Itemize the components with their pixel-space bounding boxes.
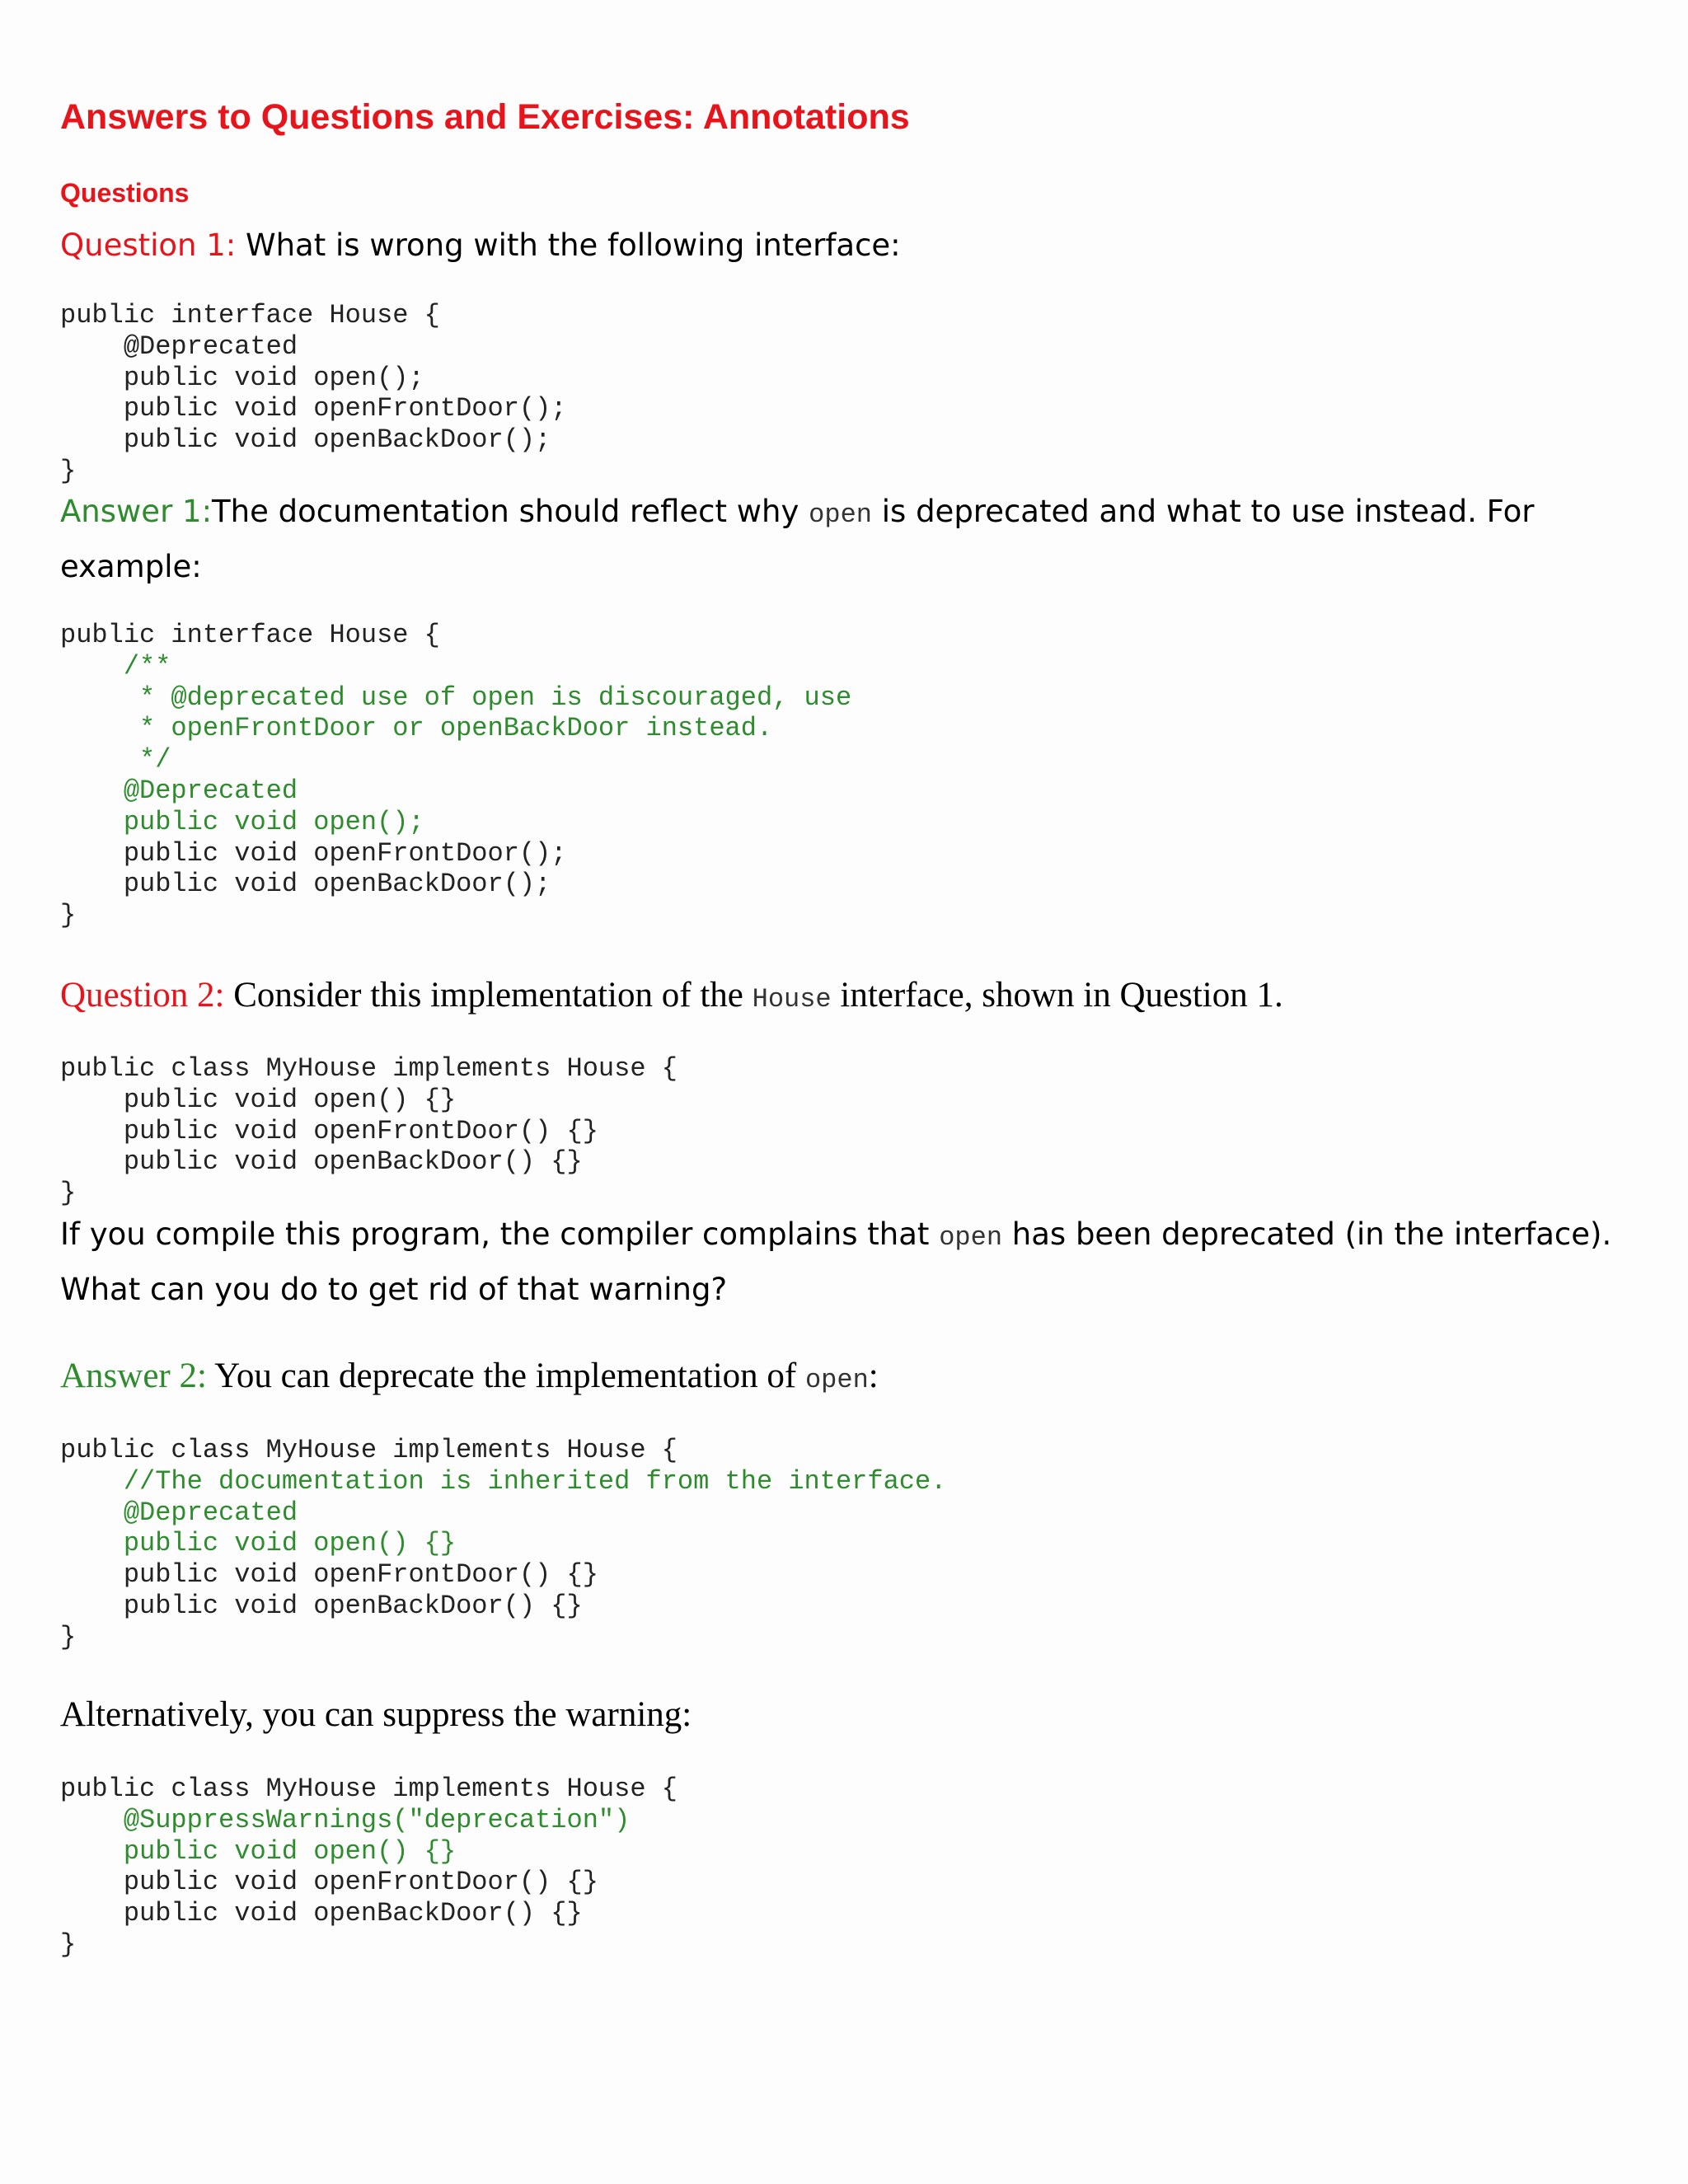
question-2 (60, 971, 1283, 1024)
answer-2-text: You can deprecate the implementation of (206, 1357, 805, 1395)
code-line: public void openFrontDoor() {} (60, 1559, 598, 1591)
question-2-text-after: interface, shown in Question 1. (831, 976, 1283, 1015)
section-heading: Questions (60, 178, 190, 208)
code-line: public void openBackDoor(); (60, 424, 551, 456)
code-line: public void open() {} (60, 1084, 457, 1115)
code-line: public void openFrontDoor() {} (60, 1867, 598, 1898)
alternative-text-content: Alternatively, you can suppress the warning: (60, 1695, 692, 1734)
code-line: public class MyHouse implements House { (60, 1053, 678, 1084)
alternative-text (60, 1690, 692, 1740)
code-line: public void openFrontDoor(); (60, 393, 567, 424)
answer-1-label: Answer 1: (60, 494, 213, 529)
code-line-highlighted: * @deprecated use of open is discouraged, use (60, 682, 852, 713)
code-line: public void openBackDoor() {} (60, 1146, 583, 1178)
code-block-q2 (60, 1053, 678, 1209)
code-line: public interface House { (60, 620, 440, 650)
code-line: public void openBackDoor() {} (60, 1590, 583, 1621)
code-block-alt (60, 1774, 678, 1961)
answer-1 (60, 485, 1626, 593)
answer-2-inline-code: open (804, 1365, 869, 1395)
code-line-highlighted: //The documentation is inherited from the interface. (60, 1465, 947, 1497)
code-line: public void openFrontDoor(); (60, 837, 567, 869)
answer-1-inline-code: open (809, 499, 872, 530)
question-1-text: What is wrong with the following interface: (236, 227, 901, 263)
page-title: Answers to Questions and Exercises: Annotations (60, 97, 910, 137)
question-2-text-before: Consider this implementation of the (224, 976, 753, 1015)
question-2-follow-before: If you compile this program, the compiler complains that (60, 1216, 940, 1252)
code-line: public class MyHouse implements House { (60, 1774, 678, 1804)
code-line: public void openFrontDoor() {} (60, 1115, 598, 1146)
code-line-highlighted: * openFrontDoor or openBackDoor instead. (60, 713, 773, 744)
code-line-highlighted: @Deprecated (60, 1497, 298, 1528)
question-2-inline-code: House (752, 984, 832, 1015)
code-line: public class MyHouse implements House { (60, 1435, 678, 1465)
question-2-followup (60, 1208, 1626, 1315)
code-line: @Deprecated (60, 330, 298, 362)
code-line: public void openBackDoor() {} (60, 1898, 583, 1929)
code-line-highlighted: public void open() {} (60, 1835, 457, 1867)
code-block-a2 (60, 1435, 946, 1653)
answer-2 (60, 1352, 879, 1405)
answer-2-text-end: : (868, 1357, 879, 1395)
answer-1-text-after: is deprecated and what to use instead. For example: (60, 494, 1535, 584)
question-1 (60, 219, 1626, 271)
answer-1-text-before: The documentation should reflect why (212, 494, 809, 529)
code-line: } (60, 1621, 77, 1652)
code-line: } (60, 455, 77, 486)
code-line: public void openBackDoor(); (60, 869, 551, 900)
code-line-highlighted: @Deprecated (60, 775, 298, 806)
code-line: } (60, 1929, 77, 1960)
code-line-highlighted: public void open(); (60, 806, 424, 837)
code-block-q1 (60, 300, 567, 487)
code-line-highlighted: /** (60, 650, 171, 682)
code-block-a1 (60, 620, 851, 931)
code-line: } (60, 1178, 77, 1209)
code-line: public void open(); (60, 362, 424, 393)
question-1-label: Question 1: (60, 227, 237, 263)
question-2-follow-inline-code: open (939, 1222, 1003, 1253)
code-line-highlighted: */ (60, 744, 171, 776)
answer-2-label: Answer 2: (60, 1357, 207, 1395)
code-line: } (60, 900, 77, 931)
question-2-label: Question 2: (60, 976, 225, 1015)
code-line-highlighted: @SuppressWarnings("deprecation") (60, 1804, 631, 1835)
code-line: public interface House { (60, 300, 440, 330)
code-line-highlighted: public void open() {} (60, 1528, 457, 1559)
question-2-follow-after: has been deprecated (in the interface). What can you do to get rid of that warning? (60, 1216, 1612, 1307)
